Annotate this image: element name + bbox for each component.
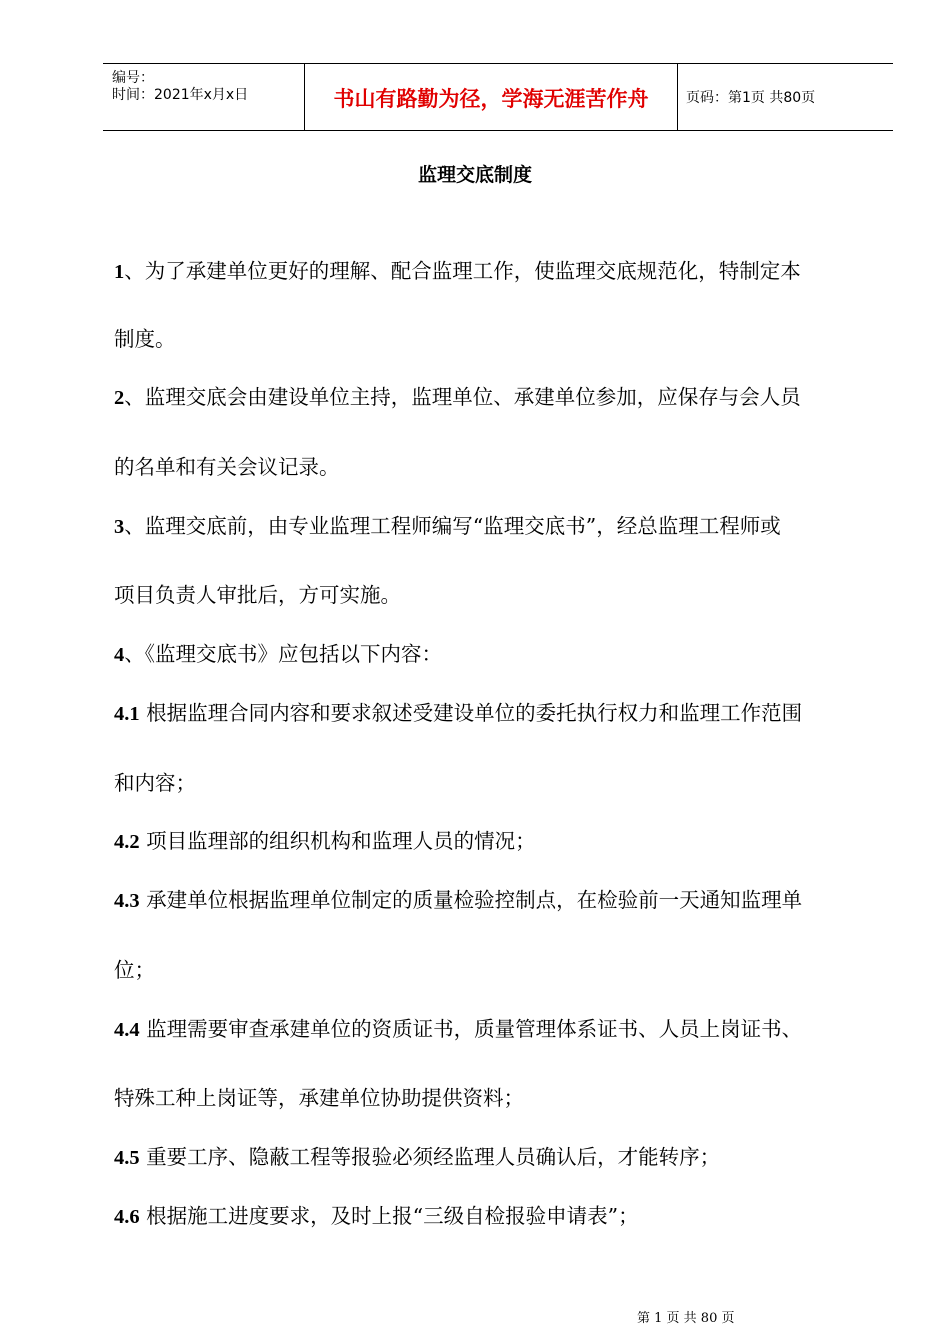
header-motto-cell (304, 64, 678, 130)
paragraph-text: 重要工序、隐蔽工程等报验必须经监理人员确认后，才能转序； (139, 1145, 721, 1169)
motto-text: 书山有路勤为径，学海无涯苦作舟 (333, 87, 649, 111)
paragraph-text: 、为了承建单位更好的理解、配合监理工作，使监理交底规范化，特制定本 (124, 259, 801, 283)
paragraph-4-3-line-1 (114, 888, 802, 913)
paragraph-number: 4.6 (114, 1206, 140, 1228)
header-page-cell (678, 64, 893, 130)
paragraph-4-6-line-1 (114, 1204, 639, 1229)
serial-label: 编号： (112, 70, 154, 86)
paragraph-number: 2 (114, 387, 125, 409)
paragraph-number: 1 (114, 261, 125, 283)
paragraph-2-line-2: 的名单和有关会议记录。 (114, 455, 340, 479)
header-meta-cell (103, 64, 304, 130)
document-header (103, 63, 893, 131)
paragraph-4-4-line-1 (114, 1017, 802, 1042)
paragraph-number: 4.5 (114, 1147, 140, 1169)
paragraph-3-line-1 (114, 514, 781, 539)
paragraph-4-1-line-1 (114, 701, 802, 726)
paragraph-2-line-1 (114, 385, 801, 410)
paragraph-1-line-2: 制度。 (114, 327, 176, 351)
paragraph-4-3-line-2: 位； (114, 958, 155, 982)
paragraph-text: 项目监理部的组织机构和监理人员的情况； (139, 829, 536, 853)
paragraph-text: 监理需要审查承建单位的资质证书，质量管理体系证书、人员上岗证书、 (139, 1017, 803, 1041)
document-title: 监理交底制度 (417, 164, 532, 186)
paragraph-number: 4.3 (114, 890, 140, 912)
paragraph-4-2-line-1 (114, 829, 536, 854)
time-label: 时间：2021年x月x日 (112, 87, 249, 103)
paragraph-number: 4 (114, 644, 125, 666)
page-footer: 第 1 页 共 80 页 (637, 1311, 735, 1326)
paragraph-text: 根据施工进度要求，及时上报“三级自检报验申请表”； (139, 1204, 639, 1228)
paragraph-text: 、监理交底会由建设单位主持，监理单位、承建单位参加，应保存与会人员 (124, 385, 801, 409)
paragraph-4-line-1 (114, 642, 442, 667)
paragraph-4-5-line-1 (114, 1145, 720, 1170)
paragraph-3-line-2: 项目负责人审批后，方可实施。 (114, 583, 401, 607)
paragraph-number: 4.4 (114, 1019, 140, 1041)
paragraph-number: 3 (114, 516, 125, 538)
paragraph-4-4-line-2: 特殊工种上岗证等，承建单位协助提供资料； (114, 1086, 524, 1110)
paragraph-number: 4.2 (114, 831, 140, 853)
paragraph-text: 、监理交底前，由专业监理工程师编写“监理交底书”，经总监理工程师或 (124, 514, 781, 538)
paragraph-text: 、《监理交底书》应包括以下内容： (124, 642, 442, 666)
paragraph-1-line-1 (114, 259, 801, 284)
page-info: 页码：第1页 共80页 (686, 90, 816, 106)
paragraph-text: 根据监理合同内容和要求叙述受建设单位的委托执行权力和监理工作范围 (139, 701, 803, 725)
paragraph-number: 4.1 (114, 703, 140, 725)
paragraph-text: 承建单位根据监理单位制定的质量检验控制点，在检验前一天通知监理单 (139, 888, 803, 912)
paragraph-4-1-line-2: 和内容； (114, 771, 196, 795)
